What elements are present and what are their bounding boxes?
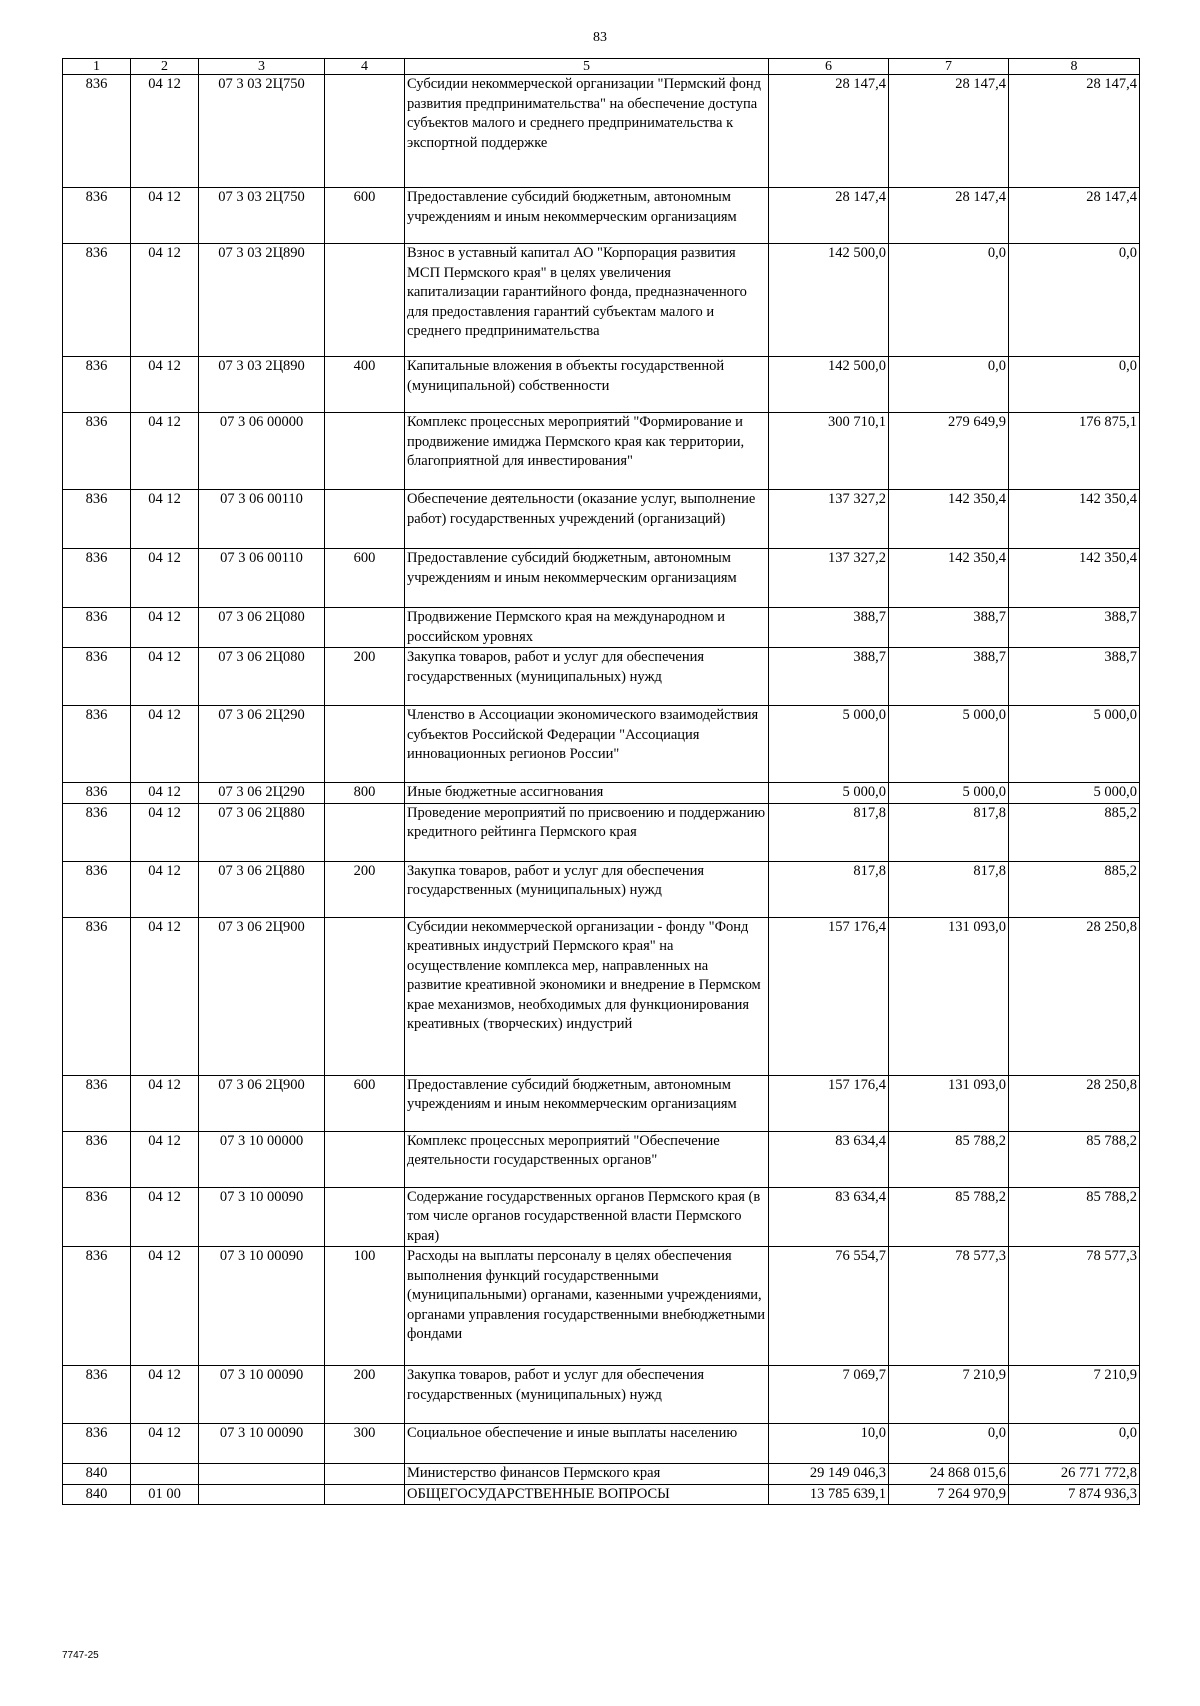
code-cell: 836 [63, 75, 131, 188]
code-cell: 836 [63, 1131, 131, 1187]
type-cell: 600 [325, 188, 405, 244]
amount-2026-cell: 78 577,3 [1009, 1247, 1140, 1366]
description-cell: Взнос в уставный капитал АО "Корпорация развития МСП Пермского края" в целях увеличения капитализации гарантийного фонда, предназначенного для предоставления гарантий субъектам малого и среднего предпринимательства [405, 244, 769, 357]
amount-2026-cell: 388,7 [1009, 608, 1140, 648]
target-cell: 07 3 06 2Ц900 [199, 1075, 325, 1131]
description-cell: Закупка товаров, работ и услуг для обеспечения государственных (муниципальных) нужд [405, 1366, 769, 1424]
amount-2025-cell: 817,8 [889, 803, 1009, 861]
amount-2025-cell: 388,7 [889, 648, 1009, 706]
amount-2024-cell: 5 000,0 [769, 706, 889, 783]
type-cell: 600 [325, 1075, 405, 1131]
amount-2025-cell: 131 093,0 [889, 917, 1009, 1075]
code-cell: 836 [63, 648, 131, 706]
type-cell [325, 1484, 405, 1505]
amount-2026-cell: 5 000,0 [1009, 706, 1140, 783]
code-cell: 836 [63, 1247, 131, 1366]
description-cell: Предоставление субсидий бюджетным, автономным учреждениям и иным некоммерческим организациям [405, 188, 769, 244]
description-cell: Субсидии некоммерческой организации - фонду "Фонд креативных индустрий Пермского края" на осуществление комплекса мер, направленных на развитие креативной экономики и внедрение в Пермском крае механизмов, необходимых для функционирования креативных (творческих) индустрий [405, 917, 769, 1075]
type-cell [325, 244, 405, 357]
target-cell: 07 3 06 2Ц290 [199, 783, 325, 804]
amount-2024-cell: 388,7 [769, 648, 889, 706]
amount-2024-cell: 28 147,4 [769, 75, 889, 188]
amount-2026-cell: 26 771 772,8 [1009, 1464, 1140, 1485]
description-cell: Комплекс процессных мероприятий "Обеспечение деятельности государственных органов" [405, 1131, 769, 1187]
code-cell: 836 [63, 1366, 131, 1424]
type-cell [325, 490, 405, 549]
description-cell: Продвижение Пермского края на международном и российском уровнях [405, 608, 769, 648]
amount-2025-cell: 85 788,2 [889, 1131, 1009, 1187]
table-row [63, 188, 1140, 244]
amount-2026-cell: 885,2 [1009, 861, 1140, 917]
code-cell: 836 [63, 706, 131, 783]
description-cell: Закупка товаров, работ и услуг для обеспечения государственных (муниципальных) нужд [405, 648, 769, 706]
target-cell: 07 3 03 2Ц890 [199, 357, 325, 413]
amount-2024-cell: 76 554,7 [769, 1247, 889, 1366]
amount-2024-cell: 83 634,4 [769, 1187, 889, 1247]
type-cell [325, 1187, 405, 1247]
type-cell [325, 706, 405, 783]
amount-2026-cell: 0,0 [1009, 1424, 1140, 1464]
amount-2024-cell: 83 634,4 [769, 1131, 889, 1187]
amount-2026-cell: 0,0 [1009, 244, 1140, 357]
section-cell: 04 12 [131, 706, 199, 783]
amount-2026-cell: 28 147,4 [1009, 75, 1140, 188]
header-cell-1: 1 [63, 59, 131, 75]
amount-2025-cell: 0,0 [889, 244, 1009, 357]
code-cell: 836 [63, 413, 131, 490]
description-cell: Предоставление субсидий бюджетным, автономным учреждениям и иным некоммерческим организациям [405, 549, 769, 608]
amount-2026-cell: 176 875,1 [1009, 413, 1140, 490]
target-cell: 07 3 03 2Ц750 [199, 188, 325, 244]
target-cell: 07 3 10 00090 [199, 1247, 325, 1366]
section-cell: 04 12 [131, 861, 199, 917]
amount-2026-cell: 885,2 [1009, 803, 1140, 861]
budget-table [62, 58, 1140, 1505]
footer-code: 7747-25 [62, 1650, 99, 1661]
target-cell: 07 3 03 2Ц750 [199, 75, 325, 188]
code-cell: 840 [63, 1484, 131, 1505]
amount-2026-cell: 142 350,4 [1009, 490, 1140, 549]
amount-2025-cell: 131 093,0 [889, 1075, 1009, 1131]
target-cell: 07 3 06 2Ц080 [199, 608, 325, 648]
type-cell: 200 [325, 861, 405, 917]
target-cell [199, 1484, 325, 1505]
code-cell: 836 [63, 803, 131, 861]
type-cell: 800 [325, 783, 405, 804]
amount-2024-cell: 817,8 [769, 861, 889, 917]
section-cell: 04 12 [131, 783, 199, 804]
target-cell: 07 3 03 2Ц890 [199, 244, 325, 357]
table-row [63, 608, 1140, 648]
section-cell: 04 12 [131, 1366, 199, 1424]
table-body [63, 59, 1140, 1505]
table-row [63, 1366, 1140, 1424]
description-cell: Капитальные вложения в объекты государственной (муниципальной) собственности [405, 357, 769, 413]
section-cell: 04 12 [131, 357, 199, 413]
description-cell: Обеспечение деятельности (оказание услуг, выполнение работ) государственных учреждений (организаций) [405, 490, 769, 549]
table-row [63, 1464, 1140, 1485]
amount-2024-cell: 300 710,1 [769, 413, 889, 490]
section-cell: 04 12 [131, 1424, 199, 1464]
amount-2024-cell: 142 500,0 [769, 357, 889, 413]
amount-2026-cell: 28 250,8 [1009, 917, 1140, 1075]
page-number: 83 [593, 30, 607, 45]
type-cell [325, 917, 405, 1075]
section-cell: 04 12 [131, 549, 199, 608]
type-cell: 600 [325, 549, 405, 608]
amount-2025-cell: 279 649,9 [889, 413, 1009, 490]
description-cell: Иные бюджетные ассигнования [405, 783, 769, 804]
target-cell: 07 3 06 00110 [199, 490, 325, 549]
amount-2025-cell: 28 147,4 [889, 75, 1009, 188]
header-cell-4: 4 [325, 59, 405, 75]
target-cell: 07 3 10 00090 [199, 1187, 325, 1247]
section-cell: 04 12 [131, 648, 199, 706]
section-cell [131, 1464, 199, 1485]
description-cell: Субсидии некоммерческой организации "Пермский фонд развития предпринимательства" на обеспечение доступа субъектов малого и среднего предпринимательства к экспортной поддержке [405, 75, 769, 188]
description-cell: Социальное обеспечение и иные выплаты населению [405, 1424, 769, 1464]
table-row [63, 490, 1140, 549]
table-row [63, 783, 1140, 804]
amount-2025-cell: 817,8 [889, 861, 1009, 917]
target-cell: 07 3 10 00090 [199, 1424, 325, 1464]
description-cell: Членство в Ассоциации экономического взаимодействия субъектов Российской Федерации "Ассоциация инновационных регионов России" [405, 706, 769, 783]
section-cell: 01 00 [131, 1484, 199, 1505]
amount-2024-cell: 142 500,0 [769, 244, 889, 357]
header-cell-6: 6 [769, 59, 889, 75]
section-cell: 04 12 [131, 1131, 199, 1187]
description-cell: Предоставление субсидий бюджетным, автономным учреждениям и иным некоммерческим организациям [405, 1075, 769, 1131]
target-cell: 07 3 06 2Ц880 [199, 803, 325, 861]
amount-2025-cell: 388,7 [889, 608, 1009, 648]
amount-2026-cell: 7 210,9 [1009, 1366, 1140, 1424]
amount-2026-cell: 85 788,2 [1009, 1187, 1140, 1247]
amount-2024-cell: 157 176,4 [769, 917, 889, 1075]
type-cell: 100 [325, 1247, 405, 1366]
type-cell [325, 75, 405, 188]
table-row [63, 861, 1140, 917]
table-row [63, 549, 1140, 608]
amount-2026-cell: 28 250,8 [1009, 1075, 1140, 1131]
table-row [63, 1484, 1140, 1505]
amount-2025-cell: 5 000,0 [889, 783, 1009, 804]
target-cell: 07 3 06 2Ц880 [199, 861, 325, 917]
amount-2024-cell: 10,0 [769, 1424, 889, 1464]
code-cell: 836 [63, 1075, 131, 1131]
table-row [63, 75, 1140, 188]
section-cell: 04 12 [131, 917, 199, 1075]
section-cell: 04 12 [131, 413, 199, 490]
amount-2024-cell: 817,8 [769, 803, 889, 861]
table-row [63, 1424, 1140, 1464]
target-cell: 07 3 06 00000 [199, 413, 325, 490]
type-cell: 300 [325, 1424, 405, 1464]
table-row [63, 413, 1140, 490]
header-cell-8: 8 [1009, 59, 1140, 75]
table-row [63, 357, 1140, 413]
amount-2024-cell: 28 147,4 [769, 188, 889, 244]
code-cell: 836 [63, 1187, 131, 1247]
description-cell: Министерство финансов Пермского края [405, 1464, 769, 1485]
table-row [63, 1247, 1140, 1366]
code-cell: 836 [63, 490, 131, 549]
section-cell: 04 12 [131, 490, 199, 549]
description-cell: ОБЩЕГОСУДАРСТВЕННЫЕ ВОПРОСЫ [405, 1484, 769, 1505]
section-cell: 04 12 [131, 1075, 199, 1131]
section-cell: 04 12 [131, 1247, 199, 1366]
amount-2026-cell: 28 147,4 [1009, 188, 1140, 244]
amount-2026-cell: 5 000,0 [1009, 783, 1140, 804]
amount-2025-cell: 28 147,4 [889, 188, 1009, 244]
amount-2025-cell: 78 577,3 [889, 1247, 1009, 1366]
amount-2024-cell: 5 000,0 [769, 783, 889, 804]
type-cell [325, 1131, 405, 1187]
header-cell-5: 5 [405, 59, 769, 75]
table-row [63, 917, 1140, 1075]
amount-2025-cell: 85 788,2 [889, 1187, 1009, 1247]
target-cell [199, 1464, 325, 1485]
amount-2025-cell: 142 350,4 [889, 549, 1009, 608]
table-row [63, 706, 1140, 783]
type-cell [325, 1464, 405, 1485]
amount-2024-cell: 157 176,4 [769, 1075, 889, 1131]
type-cell: 200 [325, 1366, 405, 1424]
code-cell: 836 [63, 861, 131, 917]
type-cell [325, 413, 405, 490]
amount-2026-cell: 0,0 [1009, 357, 1140, 413]
target-cell: 07 3 10 00000 [199, 1131, 325, 1187]
code-cell: 836 [63, 608, 131, 648]
table-row [63, 803, 1140, 861]
section-cell: 04 12 [131, 75, 199, 188]
target-cell: 07 3 10 00090 [199, 1366, 325, 1424]
amount-2024-cell: 7 069,7 [769, 1366, 889, 1424]
header-row [63, 59, 1140, 75]
amount-2025-cell: 7 210,9 [889, 1366, 1009, 1424]
amount-2026-cell: 142 350,4 [1009, 549, 1140, 608]
table-row [63, 244, 1140, 357]
target-cell: 07 3 06 2Ц900 [199, 917, 325, 1075]
section-cell: 04 12 [131, 188, 199, 244]
amount-2025-cell: 0,0 [889, 1424, 1009, 1464]
amount-2026-cell: 85 788,2 [1009, 1131, 1140, 1187]
description-cell: Содержание государственных органов Пермского края (в том числе органов государственной власти Пермского края) [405, 1187, 769, 1247]
amount-2025-cell: 5 000,0 [889, 706, 1009, 783]
amount-2024-cell: 137 327,2 [769, 549, 889, 608]
section-cell: 04 12 [131, 244, 199, 357]
header-cell-7: 7 [889, 59, 1009, 75]
amount-2025-cell: 7 264 970,9 [889, 1484, 1009, 1505]
header-cell-2: 2 [131, 59, 199, 75]
amount-2024-cell: 137 327,2 [769, 490, 889, 549]
type-cell: 200 [325, 648, 405, 706]
amount-2025-cell: 0,0 [889, 357, 1009, 413]
amount-2026-cell: 7 874 936,3 [1009, 1484, 1140, 1505]
amount-2026-cell: 388,7 [1009, 648, 1140, 706]
amount-2024-cell: 29 149 046,3 [769, 1464, 889, 1485]
amount-2025-cell: 24 868 015,6 [889, 1464, 1009, 1485]
amount-2024-cell: 388,7 [769, 608, 889, 648]
table-row [63, 648, 1140, 706]
table-row [63, 1187, 1140, 1247]
type-cell: 400 [325, 357, 405, 413]
code-cell: 840 [63, 1464, 131, 1485]
amount-2024-cell: 13 785 639,1 [769, 1484, 889, 1505]
section-cell: 04 12 [131, 1187, 199, 1247]
code-cell: 836 [63, 357, 131, 413]
table-row [63, 1075, 1140, 1131]
target-cell: 07 3 06 2Ц080 [199, 648, 325, 706]
description-cell: Комплекс процессных мероприятий "Формирование и продвижение имиджа Пермского края как территории, благоприятной для инвестирования" [405, 413, 769, 490]
code-cell: 836 [63, 549, 131, 608]
amount-2025-cell: 142 350,4 [889, 490, 1009, 549]
target-cell: 07 3 06 00110 [199, 549, 325, 608]
code-cell: 836 [63, 1424, 131, 1464]
description-cell: Проведение мероприятий по присвоению и поддержанию кредитного рейтинга Пермского края [405, 803, 769, 861]
code-cell: 836 [63, 188, 131, 244]
type-cell [325, 803, 405, 861]
description-cell: Расходы на выплаты персоналу в целях обеспечения выполнения функций государственными (муниципальными) органами, казенными учреждениями, органами управления государственными внебюджетными фондами [405, 1247, 769, 1366]
target-cell: 07 3 06 2Ц290 [199, 706, 325, 783]
code-cell: 836 [63, 783, 131, 804]
description-cell: Закупка товаров, работ и услуг для обеспечения государственных (муниципальных) нужд [405, 861, 769, 917]
type-cell [325, 608, 405, 648]
header-cell-3: 3 [199, 59, 325, 75]
section-cell: 04 12 [131, 803, 199, 861]
section-cell: 04 12 [131, 608, 199, 648]
table-row [63, 1131, 1140, 1187]
code-cell: 836 [63, 917, 131, 1075]
code-cell: 836 [63, 244, 131, 357]
